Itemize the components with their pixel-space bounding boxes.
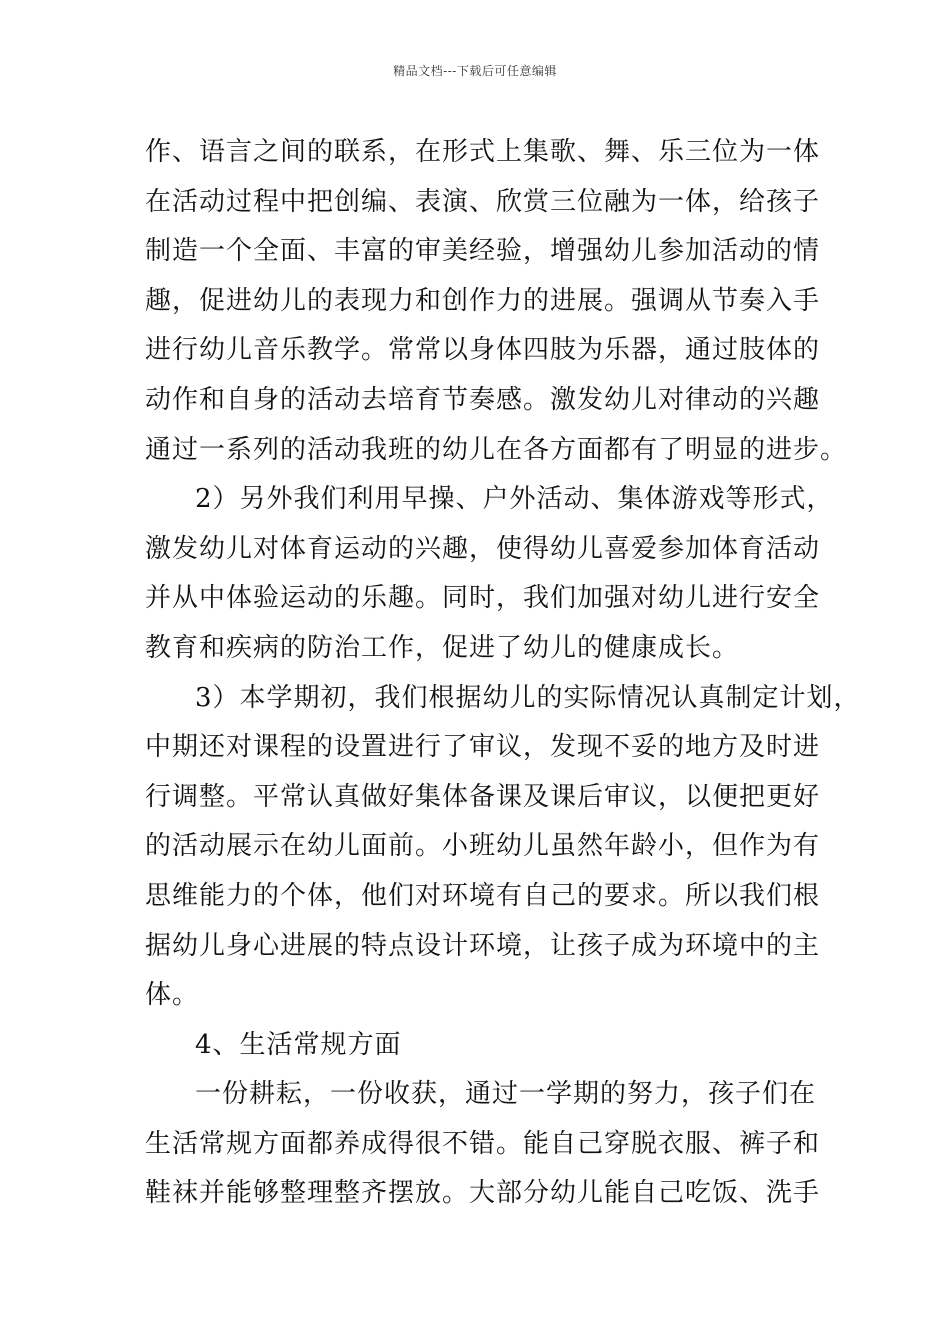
text-line: 体。 xyxy=(145,980,200,1011)
text-line: 的活动展示在幼儿面前。小班幼儿虽然年龄小，但作为有 xyxy=(145,831,821,862)
text-line: 行调整。平常认真做好集体备课及课后审议，以便把更好 xyxy=(145,781,821,812)
text-line: 趣，促进幼儿的表现力和创作力的进展。强调从节奏入手 xyxy=(145,285,821,316)
text-line: 制造一个全面、丰富的审美经验，增强幼儿参加活动的情 xyxy=(145,236,821,267)
text-line: 一份耕耘，一份收获，通过一学期的努力，孩子们在 xyxy=(195,1079,817,1110)
text-line: 并从中体验运动的乐趣。同时，我们加强对幼儿进行安全 xyxy=(145,583,821,614)
text-line: 激发幼儿对体育运动的兴趣，使得幼儿喜爱参加体育活动 xyxy=(145,533,821,564)
text-line: 通过一系列的活动我班的幼儿在各方面都有了明显的进步。 xyxy=(145,434,848,465)
text-line: 动作和自身的活动去培育节奏感。激发幼儿对律动的兴趣 xyxy=(145,384,821,415)
body-text xyxy=(145,128,861,1219)
text-line: 进行幼儿音乐教学。常常以身体四肢为乐器，通过肢体的 xyxy=(145,335,821,366)
text-line: 思维能力的个体，他们对环境有自己的要求。所以我们根 xyxy=(145,880,821,911)
text-line: 在活动过程中把创编、表演、欣赏三位融为一体，给孩子 xyxy=(145,186,821,217)
text-line: 生活常规方面都养成得很不错。能自己穿脱衣服、裤子和 xyxy=(145,1128,821,1159)
text-line: 3）本学期初，我们根据幼儿的实际情况认真制定计划， xyxy=(195,682,861,713)
text-line: 据幼儿身心进展的特点设计环境，让孩子成为环境中的主 xyxy=(145,930,821,961)
text-line: 教育和疾病的防治工作，促进了幼儿的健康成长。 xyxy=(145,632,740,663)
text-line: 4、生活常规方面 xyxy=(195,1029,402,1060)
text-line: 2）另外我们利用早操、户外活动、集体游戏等形式， xyxy=(195,484,834,515)
text-line: 鞋袜并能够整理整齐摆放。大部分幼儿能自己吃饭、洗手 xyxy=(145,1178,821,1209)
page-header: 精品文档---下载后可任意编辑 xyxy=(393,64,557,78)
text-line: 中期还对课程的设置进行了审议，发现不妥的地方及时进 xyxy=(145,732,821,763)
text-line: 作、语言之间的联系，在形式上集歌、舞、乐三位为一体 xyxy=(145,137,821,167)
